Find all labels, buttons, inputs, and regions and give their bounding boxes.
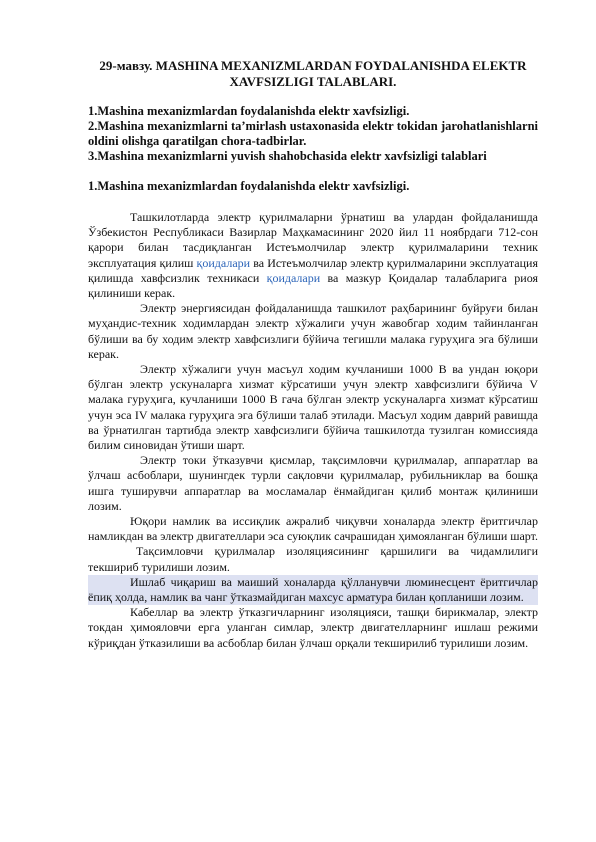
paragraph-4: Электр токи ўтказувчи қисмлар, тақсимловчи қурилмалар, аппаратлар ва ўлчаш асбоблари, шунингдек турли сақловчи қурилмалар, рубильниклар ва бошқа ишга туширувчи аппаратлар ва мосламалар ёнмайдиган қилиб монтаж қилиниши лозим. [88, 453, 538, 513]
paragraph-1-text-b: ва Истеъмолчилар электр қурилмаларини эксплуатация қилишда хавфсизлик техникаси [88, 255, 538, 285]
paragraph-1 [88, 210, 538, 301]
paragraph-1-text-a: Ташкилотларда электр қурилмаларни ўрнатиш ва улардан фойдаланишда Ўзбекистон Республикаси Вазирлар Маҳкамасининг 2020 йил 11 ноябрдаги 712-сон қарори билан тасдиқланган Истеъмолчилар электр қурилмаларини техник эксплуатация қилиш [88, 210, 538, 270]
document-body [88, 210, 538, 651]
paragraph-5: Юқори намлик ва иссиқлик ажралиб чиқувчи хоналарда электр ёритгичлар намликдан ва электр двигателлари эса суюқлик сачрашидан ҳимояланган бўлиши шарт. [88, 514, 538, 544]
paragraph-8: Кабеллар ва электр ўтказгичларнинг изоляцияси, ташқи бирикмалар, электр токдан ҳимояловчи ерга уланган симлар, электр двигателларнинг ишлаш режими кўриқдан ўтказилиши ва асбоблар билан ўлчаш орқали текширилиб турилиши лозим. [88, 605, 538, 650]
outline-item-1: 1.Mashina mexanizmlardan foydalanishda elektr xavfsizligi. [88, 104, 410, 118]
paragraph-6: Тақсимловчи қурилмалар изоляциясининг қаршилиги ва чидамлилиги текшириб турилиши лозим. [88, 544, 538, 574]
section-heading: 1.Mashina mexanizmlardan foydalanishda elektr xavfsizligi. [88, 179, 410, 193]
paragraph-7-highlighted: Ишлаб чиқариш ва маиший хоналарда қўлланувчи люминесцент ёритгичлар ёпиқ ҳолда, намлик ва чанг ўтказмайдиган махсус арматура билан қопланиши лозим. [88, 574, 538, 605]
outline-item-2: 2.Mashina mexanizmlarni ta’mirlash ustaxonasida elektr tokidan jarohatlanishlarni oldini olishga qaratilgan chora-tadbirlar. [88, 119, 538, 148]
paragraph-2: Электр энергиясидан фойдаланишда ташкилот раҳбарининг буйруғи билан муҳандис-техник ходимлардан электр хўжалиги учун жавобгар ходим тайинланган бўлиши ва бу ходим электр хавфсизлиги бўйича тегишли малака гуруҳига эга бўлиши керак. [88, 301, 538, 361]
page-title: 29-мавзу. MASHINA MEXANIZMLARDAN FOYDALANISHDA ELEKTR XAVFSIZLIGI TALABLARI. [99, 58, 527, 89]
outline-item-3: 3.Mashina mexanizmlarni yuvish shahobchasida elektr xavfsizligi talablari [88, 149, 487, 163]
rules-link-2[interactable]: қоидалари [266, 270, 321, 285]
paragraph-1-text-c: ва мазкур Қоидалар талабларига риоя қилиниши керак. [88, 270, 538, 301]
rules-link-1[interactable]: қоидалари [196, 255, 251, 270]
topic-outline [88, 104, 538, 164]
paragraph-3: Электр хўжалиги учун масъул ходим кучланиши 1000 В ва ундан юқори бўлган электр ускуналарга хизмат кўрсатиши учун электр хавфсизлиги бўйича V малака гуруҳига, кучланиши 1000 В гача бўлган электр ускуналарга хизмат кўрсатиш учун эса IV малака гуруҳига эга бўлиши талаб этилади. Масъул ходим даврий равишда ва ўрнатилган тартибда электр хавфсизлиги бўйича ташкилотда тузилган комиссияда билим синовидан ўтиши шарт. [88, 362, 538, 453]
